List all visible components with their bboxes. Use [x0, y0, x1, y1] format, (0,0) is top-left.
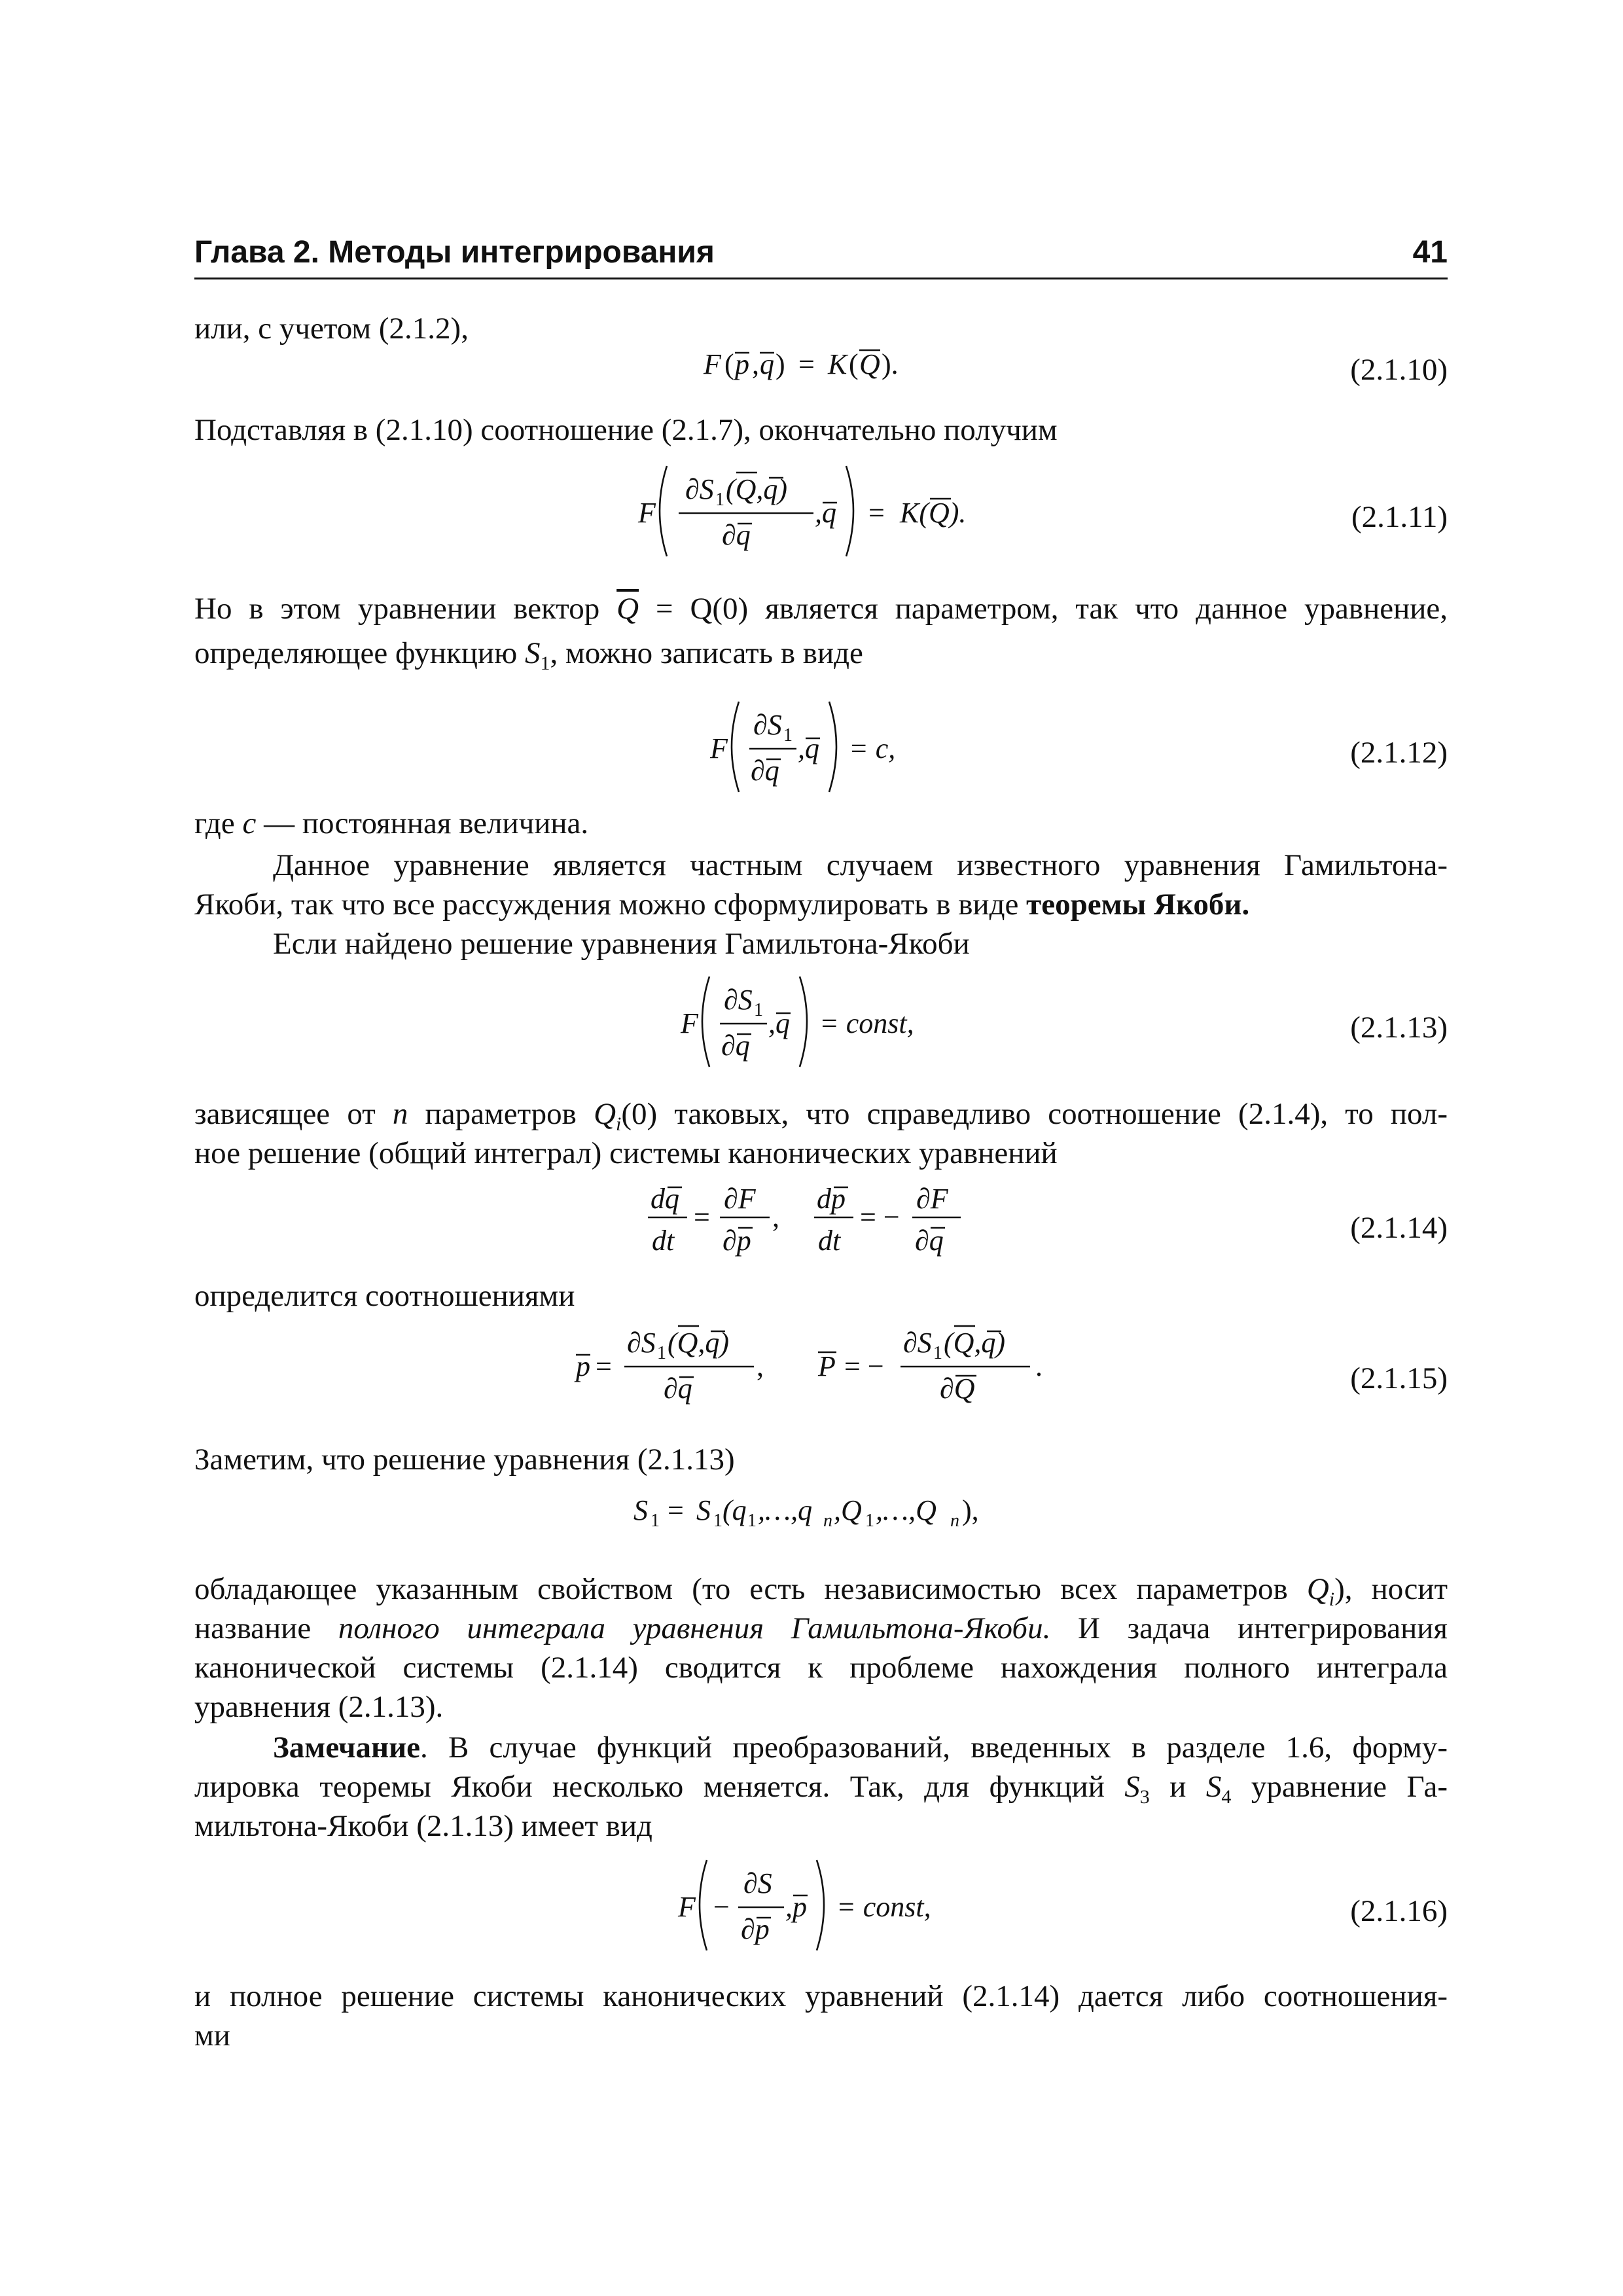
- svg-text:K: K: [828, 348, 847, 380]
- svg-text:q: q: [760, 348, 774, 380]
- svg-text:,: ,: [752, 348, 759, 380]
- svg-text:K(Q).: K(Q).: [900, 497, 967, 529]
- svg-text:,: ,: [757, 1350, 764, 1382]
- svg-text:(Q,q): (Q,q): [944, 1327, 1006, 1359]
- svg-text:∂q: ∂q: [751, 755, 779, 787]
- text-line-15: канонической системы (2.1.14) сводится к проблеме нахождения полного интеграла: [194, 1651, 1448, 1685]
- svg-text:p: p: [576, 1350, 590, 1382]
- svg-text:= −: = −: [844, 1350, 884, 1382]
- text-line-14: название полного интеграла уравнения Гамильтона-Якоби. И задача интегрирования: [194, 1611, 1448, 1645]
- svg-text:= const,: = const,: [836, 1891, 931, 1923]
- svg-text:=: =: [668, 1494, 684, 1526]
- svg-text:∂F: ∂F: [916, 1183, 948, 1215]
- svg-text:,Q: ,Q: [834, 1494, 862, 1526]
- svg-text:∂S: ∂S: [753, 709, 782, 741]
- svg-text:∂Q: ∂Q: [940, 1372, 975, 1405]
- svg-text:1: 1: [651, 1511, 660, 1531]
- svg-text:∂q: ∂q: [722, 519, 751, 551]
- text-line-20: и полное решение системы канонических уравнений (2.1.14) дается либо соотношения-: [194, 1979, 1448, 2013]
- svg-text:1: 1: [715, 490, 724, 510]
- svg-text:∂q: ∂q: [721, 1030, 750, 1062]
- equation-s1-full-integral: [633, 1487, 1026, 1539]
- text-line-4: определяющее функцию $S_1$, можно записать в виде: [194, 636, 863, 674]
- svg-text:n: n: [823, 1511, 832, 1531]
- text-line-9: зависящее от n параметров $Q_i(0)$ таковых, что справедливо соотношение (2.1.4), то пол-: [194, 1097, 1448, 1135]
- svg-text:∂q: ∂q: [915, 1225, 944, 1257]
- svg-text:=: =: [798, 348, 815, 380]
- equation-2-1-16: [678, 1852, 992, 1960]
- equation-number-2-1-16: (2.1.16): [1350, 1894, 1448, 1928]
- text-line-16: уравнения (2.1.13).: [194, 1690, 444, 1724]
- svg-text:(q: (q: [722, 1494, 747, 1526]
- svg-text:,…,q: ,…,q: [758, 1494, 813, 1526]
- svg-text:1: 1: [657, 1343, 666, 1363]
- text-line-19: мильтона-Якоби (2.1.13) имеет вид: [194, 1809, 652, 1843]
- svg-text:n: n: [950, 1511, 959, 1531]
- inline-vector-q: $\overline{Q}$: [616, 592, 639, 626]
- svg-text:),: ),: [962, 1494, 979, 1526]
- text-line-1: или, с учетом (2.1.2),: [194, 312, 469, 346]
- equation-number-2-1-12: (2.1.12): [1350, 736, 1448, 770]
- svg-text:F: F: [710, 732, 728, 764]
- svg-text:1: 1: [933, 1343, 942, 1363]
- svg-text:(: (: [849, 348, 859, 380]
- text-line-18: лировка теоремы Якоби несколько меняется. Так, для функций $S_3$ и $S_4$ уравнение Га-: [194, 1770, 1448, 1808]
- text-line-8: Если найдено решение уравнения Гамильтона-Якоби: [273, 927, 970, 961]
- equation-2-1-12: [710, 694, 939, 802]
- svg-text:∂p: ∂p: [722, 1225, 751, 1257]
- text-line-3: Но в этом уравнении вектор $\overline{Q} = Q(0)$ является параметром, так что данное уравнение,: [194, 592, 1448, 626]
- svg-text:F: F: [704, 348, 721, 380]
- svg-text:): ): [776, 348, 785, 380]
- svg-text:= c,: = c,: [849, 732, 896, 764]
- svg-text:= −: = −: [860, 1201, 900, 1233]
- text-line-11: определится соотношениями: [194, 1279, 575, 1313]
- text-line-13: обладающее указанным свойством (то есть независимостью всех параметров $Q_i$), носит: [194, 1572, 1448, 1610]
- equation-2-1-13: [681, 969, 955, 1077]
- svg-text:p: p: [735, 348, 749, 380]
- svg-text:1: 1: [713, 1511, 722, 1531]
- svg-text:∂S: ∂S: [903, 1327, 932, 1359]
- svg-text:,p: ,p: [785, 1891, 807, 1923]
- svg-text:dq: dq: [651, 1183, 679, 1215]
- equation-2-1-11: [638, 458, 1005, 566]
- svg-text:= const,: = const,: [819, 1007, 914, 1039]
- text-line-17: Замечание. В случае функций преобразований, введенных в разделе 1.6, форму-: [273, 1731, 1448, 1765]
- svg-text:=: =: [596, 1350, 612, 1382]
- text-line-6: Данное уравнение является частным случаем известного уравнения Гамильтона-: [273, 848, 1448, 882]
- svg-text:S: S: [633, 1494, 648, 1526]
- running-header: [194, 230, 1448, 279]
- page-number: 41: [1412, 235, 1448, 270]
- svg-text:,: ,: [772, 1201, 779, 1233]
- svg-text:=: =: [868, 497, 885, 529]
- svg-text:dt: dt: [652, 1225, 675, 1257]
- svg-text:∂S: ∂S: [627, 1327, 656, 1359]
- svg-text:,…,Q: ,…,Q: [876, 1494, 936, 1526]
- equation-number-2-1-10: (2.1.10): [1350, 353, 1448, 387]
- svg-text:P: P: [818, 1350, 836, 1382]
- svg-text:1: 1: [747, 1511, 757, 1531]
- svg-text:=: =: [694, 1201, 710, 1233]
- svg-text:,q: ,q: [768, 1007, 790, 1039]
- equation-2-1-15: [576, 1316, 1073, 1414]
- equation-2-1-10: [704, 344, 939, 389]
- equation-number-2-1-13: (2.1.13): [1350, 1011, 1448, 1045]
- text-line-5: где c — постоянная величина.: [194, 806, 589, 840]
- text-line-2: Подставляя в (2.1.10) соотношение (2.1.7), окончательно получим: [194, 413, 1058, 447]
- equation-number-2-1-14: (2.1.14): [1350, 1211, 1448, 1245]
- svg-text:−: −: [713, 1891, 730, 1923]
- svg-text:∂p: ∂p: [741, 1913, 770, 1945]
- text-line-7: Якоби, так что все рассуждения можно сформулировать в виде теоремы Якоби.: [194, 888, 1250, 922]
- svg-text:dt: dt: [818, 1225, 841, 1257]
- svg-text:(: (: [724, 348, 734, 380]
- chapter-title: Глава 2. Методы интегрирования: [194, 235, 715, 270]
- svg-text:F: F: [638, 497, 656, 529]
- svg-text:∂S: ∂S: [743, 1867, 772, 1899]
- equation-number-2-1-11: (2.1.11): [1351, 500, 1448, 534]
- svg-text:∂F: ∂F: [724, 1183, 756, 1215]
- text-line-10: ное решение (общий интеграл) системы канонических уравнений: [194, 1136, 1058, 1170]
- svg-text:.: .: [1035, 1350, 1043, 1382]
- svg-text:Q: Q: [859, 348, 880, 380]
- svg-text:,q: ,q: [798, 732, 819, 764]
- svg-text:(Q,q): (Q,q): [726, 473, 788, 505]
- svg-text:,q: ,q: [815, 497, 836, 529]
- equation-2-1-14: [648, 1178, 988, 1270]
- svg-text:1: 1: [783, 725, 793, 745]
- text-line-21: ми: [194, 2018, 230, 2053]
- equation-number-2-1-15: (2.1.15): [1350, 1361, 1448, 1395]
- text-line-12: Заметим, что решение уравнения (2.1.13): [194, 1443, 735, 1477]
- svg-text:(Q,q): (Q,q): [668, 1327, 730, 1359]
- svg-text:).: ).: [882, 348, 899, 380]
- svg-text:S: S: [696, 1494, 711, 1526]
- svg-text:∂q: ∂q: [664, 1372, 692, 1405]
- svg-text:1: 1: [865, 1511, 874, 1531]
- svg-text:∂S: ∂S: [724, 984, 753, 1016]
- svg-text:F: F: [678, 1891, 696, 1923]
- svg-text:1: 1: [754, 1000, 763, 1020]
- svg-text:dp: dp: [817, 1183, 846, 1215]
- svg-text:∂S: ∂S: [685, 473, 714, 505]
- svg-text:F: F: [681, 1007, 698, 1039]
